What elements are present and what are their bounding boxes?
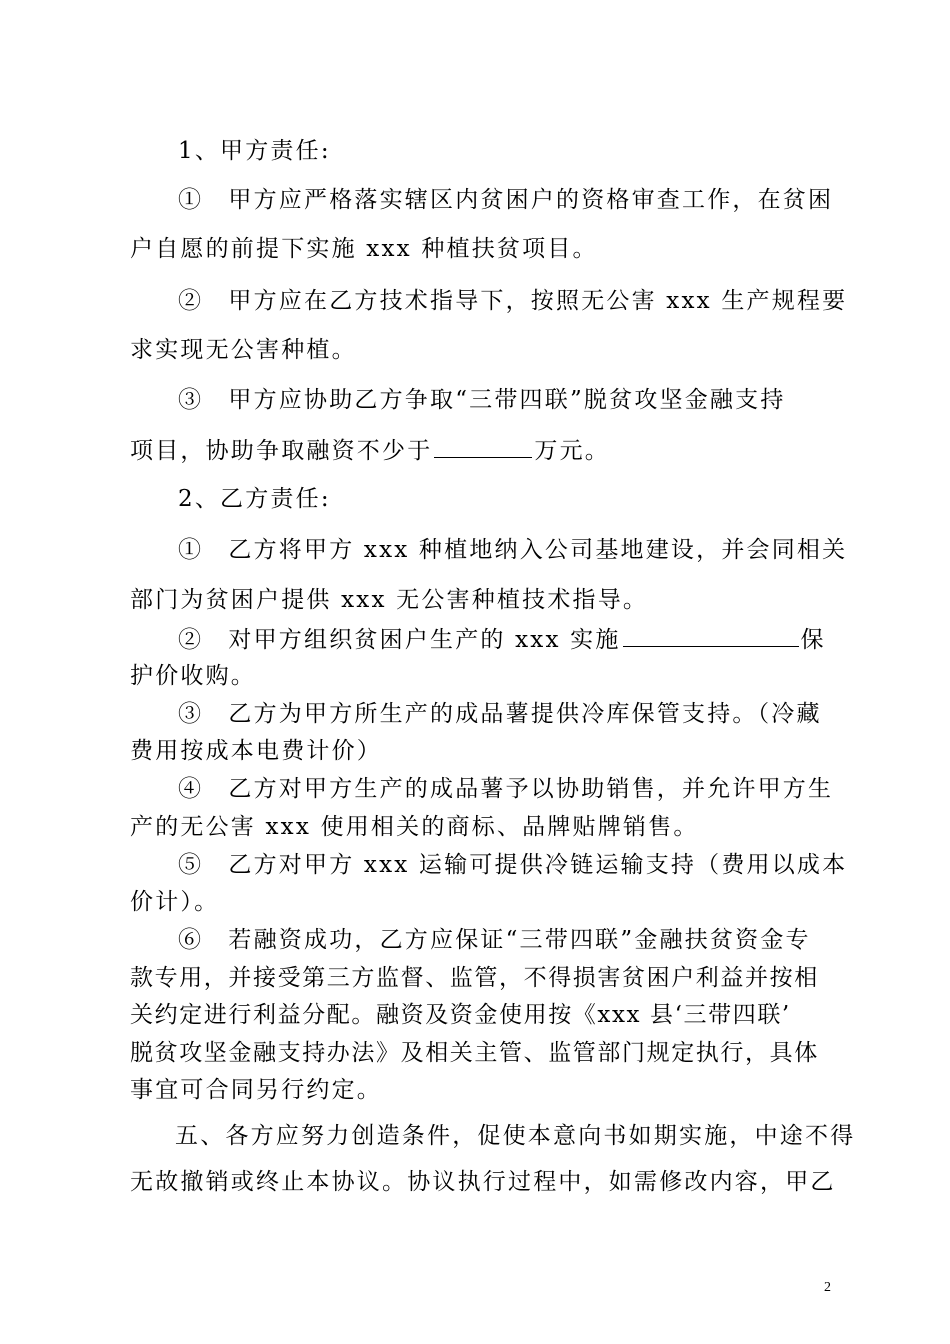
financing-amount-blank (434, 435, 532, 458)
section-heading-party-a: 1、甲方责任: (178, 138, 331, 164)
paragraph-line (178, 624, 826, 655)
paragraph-line: ① 乙方将甲方 xxx 种植地纳入公司基地建设，并会同相关 (178, 537, 848, 563)
paragraph-line: ⑤ 乙方对甲方 xxx 运输可提供冷链运输支持（费用以成本 (178, 852, 848, 878)
paragraph-line: ② 甲方应在乙方技术指导下，按照无公害 xxx 生产规程要 (178, 288, 848, 314)
paragraph-line: 五、各方应努力创造条件，促使本意向书如期实施，中途不得 (175, 1123, 856, 1149)
protection-price-blank (623, 624, 799, 647)
page-number: 2 (824, 1280, 831, 1295)
paragraph-line: 关约定进行利益分配。融资及资金使用按《xxx 县‘三带四联’ (130, 1002, 791, 1028)
paragraph-line: 护价收购。 (130, 663, 256, 689)
paragraph-line: ⑥ 若融资成功，乙方应保证“三带四联”金融扶贫资金专 (178, 927, 811, 953)
paragraph-line: ① 甲方应严格落实辖区内贫困户的资格审查工作，在贫困 (178, 187, 834, 213)
paragraph-line: 费用按成本电费计价） (130, 738, 382, 764)
paragraph-line: 求实现无公害种植。 (130, 337, 357, 363)
paragraph-line: ③ 甲方应协助乙方争取“三带四联”脱贫攻坚金融支持 (178, 387, 786, 413)
paragraph-line: ④ 乙方对甲方生产的成品薯予以协助销售，并允许甲方生 (178, 776, 834, 802)
paragraph-line: 部门为贫困户提供 xxx 无公害种植技术指导。 (130, 587, 649, 613)
paragraph-line: 无故撤销或终止本协议。协议执行过程中，如需修改内容，甲乙 (130, 1169, 836, 1195)
paragraph-line: 脱贫攻坚金融支持办法》及相关主管、监管部门规定执行，具体 (130, 1040, 819, 1066)
line-text: 万元。 (534, 438, 611, 464)
paragraph-line: 产的无公害 xxx 使用相关的商标、品牌贴牌销售。 (130, 814, 699, 840)
line-text: 保 (800, 627, 826, 653)
paragraph-line: 事宜可合同另行约定。 (130, 1077, 382, 1103)
paragraph-line: ③ 乙方为甲方所生产的成品薯提供冷库保管支持。（冷藏 (178, 701, 822, 727)
paragraph-line: 款专用，并接受第三方监督、监管，不得损害贫困户利益并按相 (130, 965, 819, 991)
paragraph-line: 价计）。 (130, 889, 220, 915)
paragraph-line: 户自愿的前提下实施 xxx 种植扶贫项目。 (130, 236, 598, 262)
section-heading-party-b: 2、乙方责任: (178, 486, 331, 512)
line-text: 项目，协助争取融资不少于 (130, 438, 433, 464)
paragraph-line (130, 435, 610, 466)
line-text: ② 对甲方组织贫困户生产的 xxx 实施 (178, 627, 621, 653)
